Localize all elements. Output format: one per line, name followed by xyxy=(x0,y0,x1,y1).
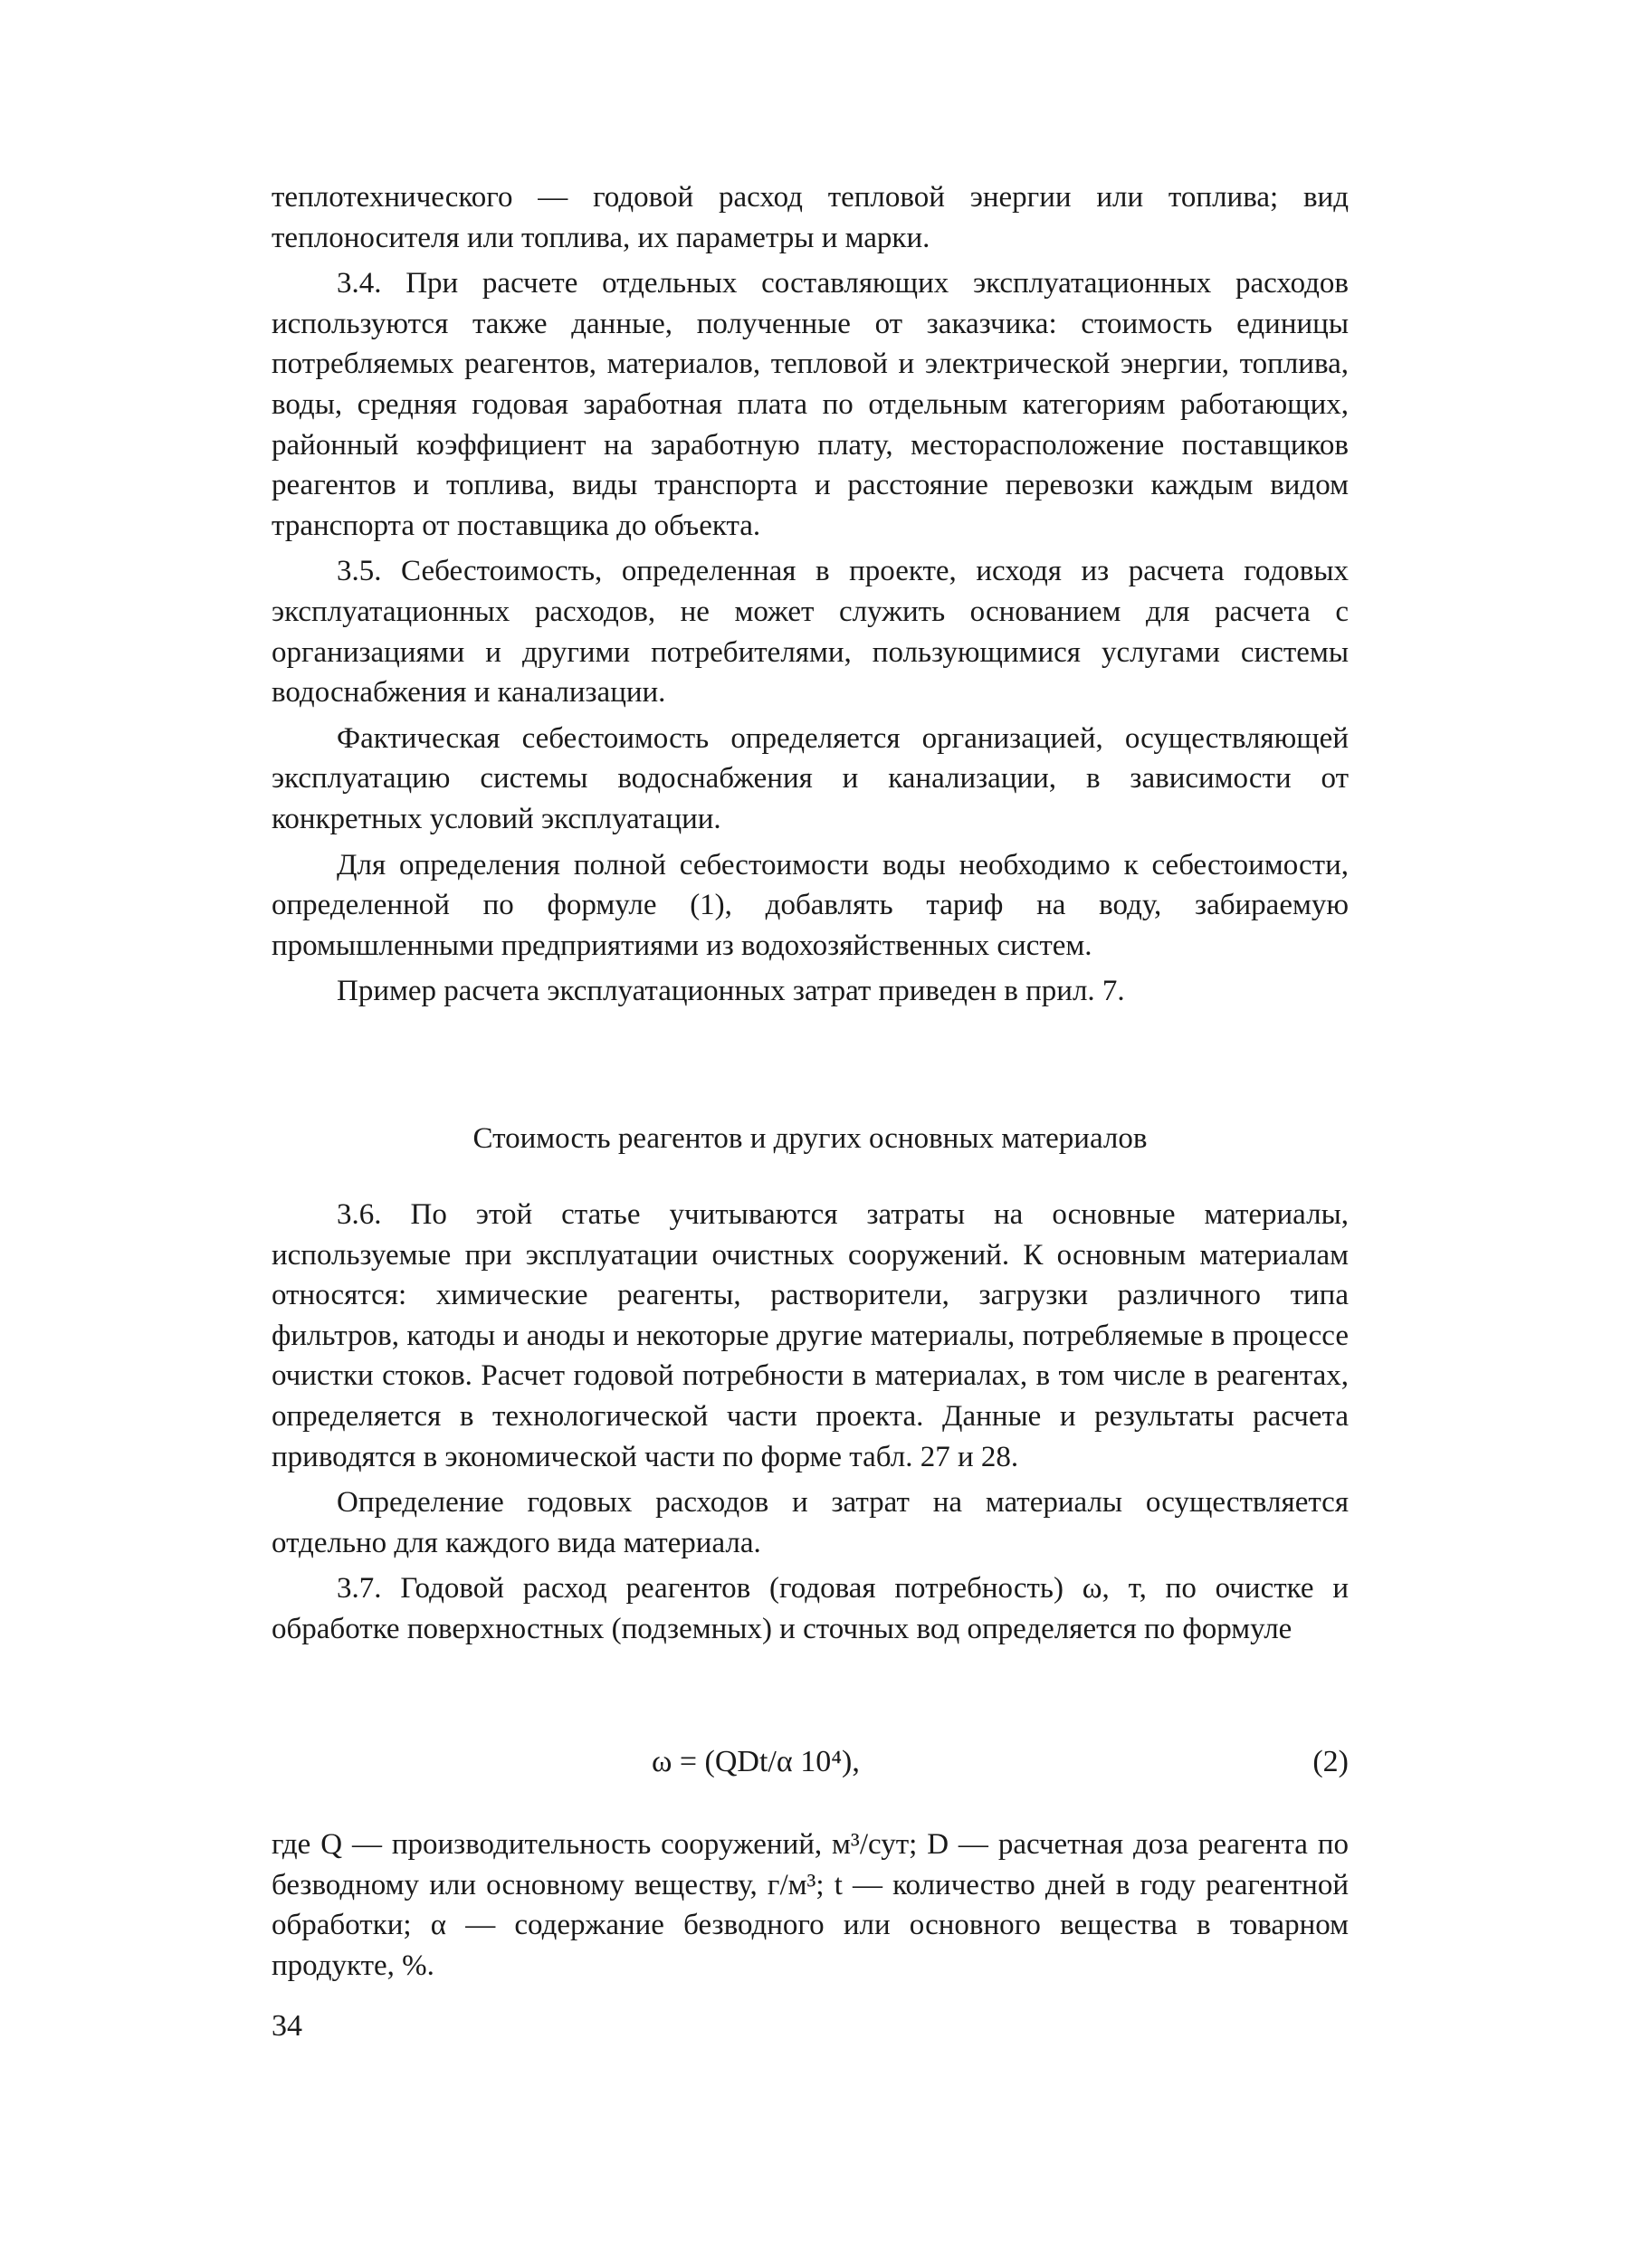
body-text-bottom xyxy=(272,1825,1349,1986)
paragraph-3-6: 3.6. По этой статье учитываются затраты на основные материалы, используемые при эксплуатации очистных сооружений. К основным материалам относятся: химические реагенты, растворители, загрузки различного типа фильтров, катоды и аноды и некоторые другие материалы, потребляемые в процессе очистки стоков. Расчет годовой потребности в материалах, в том числе в реагентах, определяется в технологической части проекта. Данные и результаты расчета приводятся в экономической части по форме табл. 27 и 28. xyxy=(272,1198,1349,1473)
body-text-top xyxy=(272,177,1349,1012)
paragraph-3-7: 3.7. Годовой расход реагентов (годовая потребность) ω, т, по очистке и обработке поверхностных (подземных) и сточных вод определяется по формуле xyxy=(272,1572,1349,1645)
page-number: 34 xyxy=(272,2009,302,2043)
paragraph-example-ref: Пример расчета эксплуатационных затрат приведен в прил. 7. xyxy=(337,975,1125,1008)
formula-number: (2) xyxy=(1312,1745,1349,1778)
paragraph-materials-costs: Определение годовых расходов и затрат на материалы осуществляется отдельно для каждого вида материала. xyxy=(272,1486,1349,1559)
section-heading: Стоимость реагентов и других основных материалов xyxy=(472,1122,1148,1155)
paragraph-3-5: 3.5. Себестоимость, определенная в проекте, исходя из расчета годовых эксплуатационных расходов, не может служить основанием для расчета с организациями и другими потребителями, пользующимися услугами системы водоснабжения и канализации. xyxy=(272,555,1349,710)
paragraph-actual-cost: Фактическая себестоимость определяется организацией, осуществляющей эксплуатацию системы водоснабжения и канализации, в зависимости от конкретных условий эксплуатации. xyxy=(272,721,1349,835)
paragraph-where-definitions: где Q — производительность сооружений, м³/сут; D — расчетная доза реагента по безводному или основному веществу, г/м³; t — количество дней в году реагентной обработки; α — содержание безводного или основного вещества в товарном продукте, %. xyxy=(272,1828,1349,1982)
paragraph-full-cost: Для определения полной себестоимости воды необходимо к себестоимости, определенной по формуле (1), добавлять тариф на воду, забираемую промышленными предприятиями из водохозяйственных систем. xyxy=(272,848,1349,962)
paragraph-3-4: 3.4. При расчете отдельных составляющих эксплуатационных расходов используются также данные, полученные от заказчика: стоимость единицы потребляемых реагентов, материалов, тепловой и электрической энергии, топлива, воды, средняя годовая заработная плата по отдельным категориям работающих, районный коэффициент на заработную плату, месторасположение поставщиков реагентов и топлива, виды транспорта и расстояние перевозки каждым видом транспорта от поставщика до объекта. xyxy=(272,267,1349,542)
paragraph-continuation: теплотехнического — годовой расход тепловой энергии или топлива; вид теплоносителя или топлива, их параметры и марки. xyxy=(272,181,1349,254)
formula-expression: ω = (QDt/α 10⁴), xyxy=(652,1745,860,1778)
body-text-middle xyxy=(272,1195,1349,1650)
formula-2 xyxy=(272,1745,1349,1790)
